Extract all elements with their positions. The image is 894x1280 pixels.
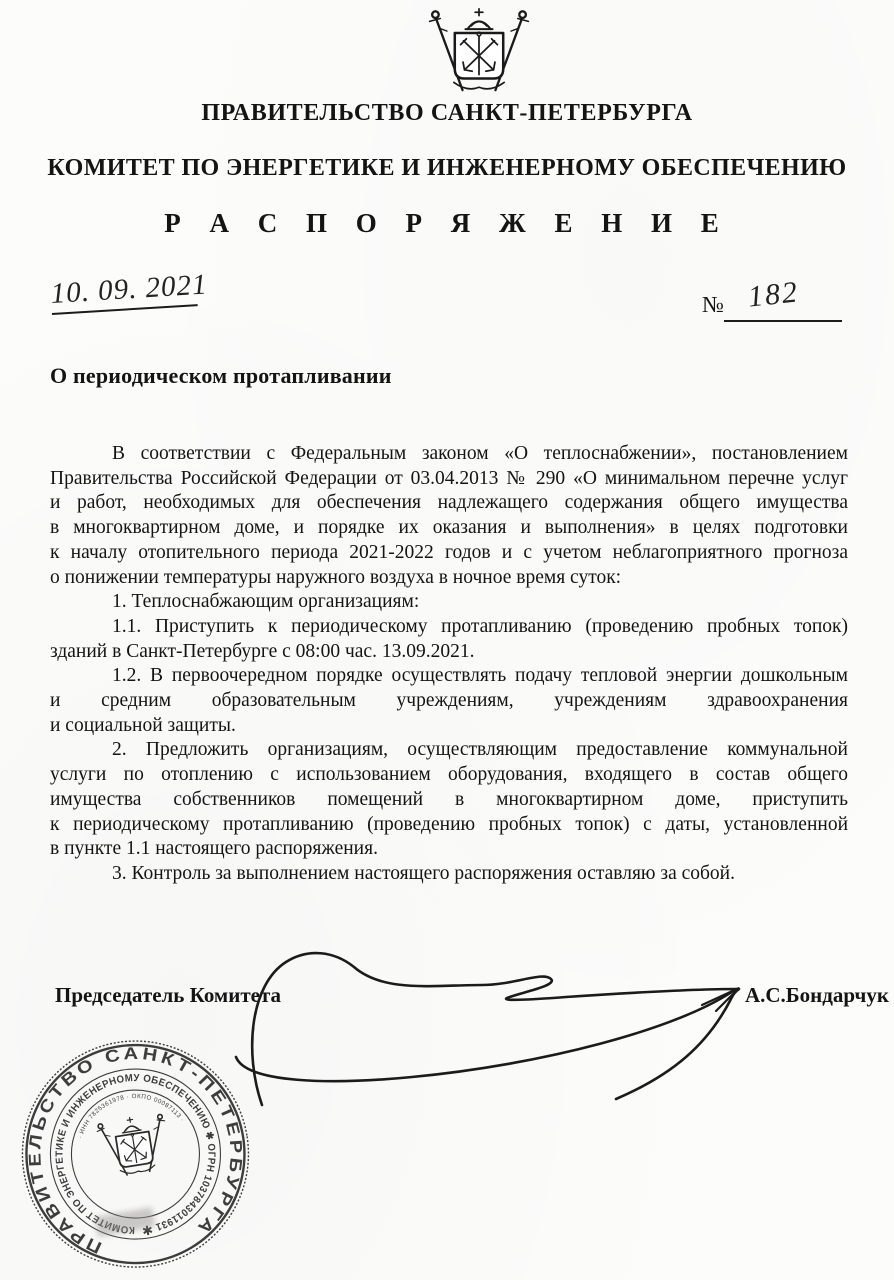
body-line: 2. Предложить организациям, осуществляющим предоставление коммунальной [112, 739, 848, 761]
body-line: и работ, необходимых для обеспечения надлежащего содержания общего имущества [50, 492, 848, 514]
official-round-stamp [0, 1022, 277, 1280]
signer-name: А.С.Бондарчук [744, 983, 889, 1007]
stamp-star: ✱ [141, 1222, 155, 1239]
body-line: к началу отопительного периода 2021-2022 годов и с учетом неблагоприятного прогноза [50, 541, 848, 563]
stamp-micro-text: · ИНН 7825361978 · ОКПО 00087113 · [76, 1092, 186, 1140]
body-line: и социальной защиты. [50, 714, 236, 736]
body-line: услуги по отоплению с использованием оборудования, входящего в состав общего [50, 764, 848, 786]
body-line: зданий в Санкт-Петербурге с 08:00 час. 13.09.2021. [50, 640, 475, 662]
header-committee: КОМИТЕТ ПО ЭНЕРГЕТИКЕ И ИНЖЕНЕРНОМУ ОБЕСПЕЧЕНИЮ [47, 155, 847, 181]
date-number-row [49, 268, 850, 328]
document-body [50, 442, 848, 887]
header-doc-type: Р А С П О Р Я Ж Е Н И Е [164, 208, 730, 238]
document-number-group [702, 275, 850, 324]
coat-of-arms-spb-icon [409, 3, 549, 95]
number-underline [724, 320, 842, 322]
signature-flourish-icon [180, 925, 890, 1120]
handwritten-number: 182 [746, 275, 801, 314]
body-line: в многоквартирном доме, и порядке их оказания и выполнения» в целях подготовки [50, 517, 848, 539]
body-line: к периодическому протапливанию (проведению пробных топок) с даты, установленной [50, 813, 848, 835]
handwritten-date: 10. 09. 2021 [50, 269, 198, 315]
body-line: 1.2. В первоочередном порядке осуществлять подачу тепловой энергии дошкольным [112, 665, 848, 687]
body-line: и средним образовательным учреждениям, учреждениям здравоохранения [50, 690, 848, 712]
stamp-coat-of-arms-icon [96, 1112, 172, 1178]
body-line: о понижении температуры наружного воздуха в ночное время суток: [50, 566, 622, 588]
body-line: 3. Контроль за выполнением настоящего распоряжения оставляю за собой. [112, 862, 735, 884]
signer-title: Председатель Комитета [55, 983, 282, 1007]
subject-line: О периодическом протапливании [50, 363, 392, 388]
body-line: В соответствии с Федеральным законом «О теплоснабжении», постановлением [112, 443, 848, 464]
stamp-middle-text: КОМИТЕТ ПО ЭНЕРГЕТИКЕ И ИНЖЕНЕРНОМУ ОБЕСПЕЧЕНИЮ ✱ ОГРН 1037843011931 [54, 1072, 217, 1236]
body-line: в пункте 1.1 настоящего распоряжения. [50, 838, 378, 860]
body-line: 1.1. Приступить к периодическому протапливанию (проведению пробных топок) [112, 615, 848, 637]
number-sign-label: № [702, 292, 724, 317]
body-line: имущества собственников помещений в многоквартирном доме, приступить [50, 788, 848, 810]
body-line: Правительства Российской Федерации от 03.04.2013 № 290 «О минимальном перечне услуг [50, 467, 848, 489]
header-government: ПРАВИТЕЛЬСТВО САНКТ-ПЕТЕРБУРГА [201, 100, 693, 126]
body-line: 1. Теплоснабжающим организациям: [112, 591, 420, 613]
stamp-outer-text: ПРАВИТЕЛЬСТВО САНКТ-ПЕТЕРБУРГА [25, 1043, 246, 1258]
